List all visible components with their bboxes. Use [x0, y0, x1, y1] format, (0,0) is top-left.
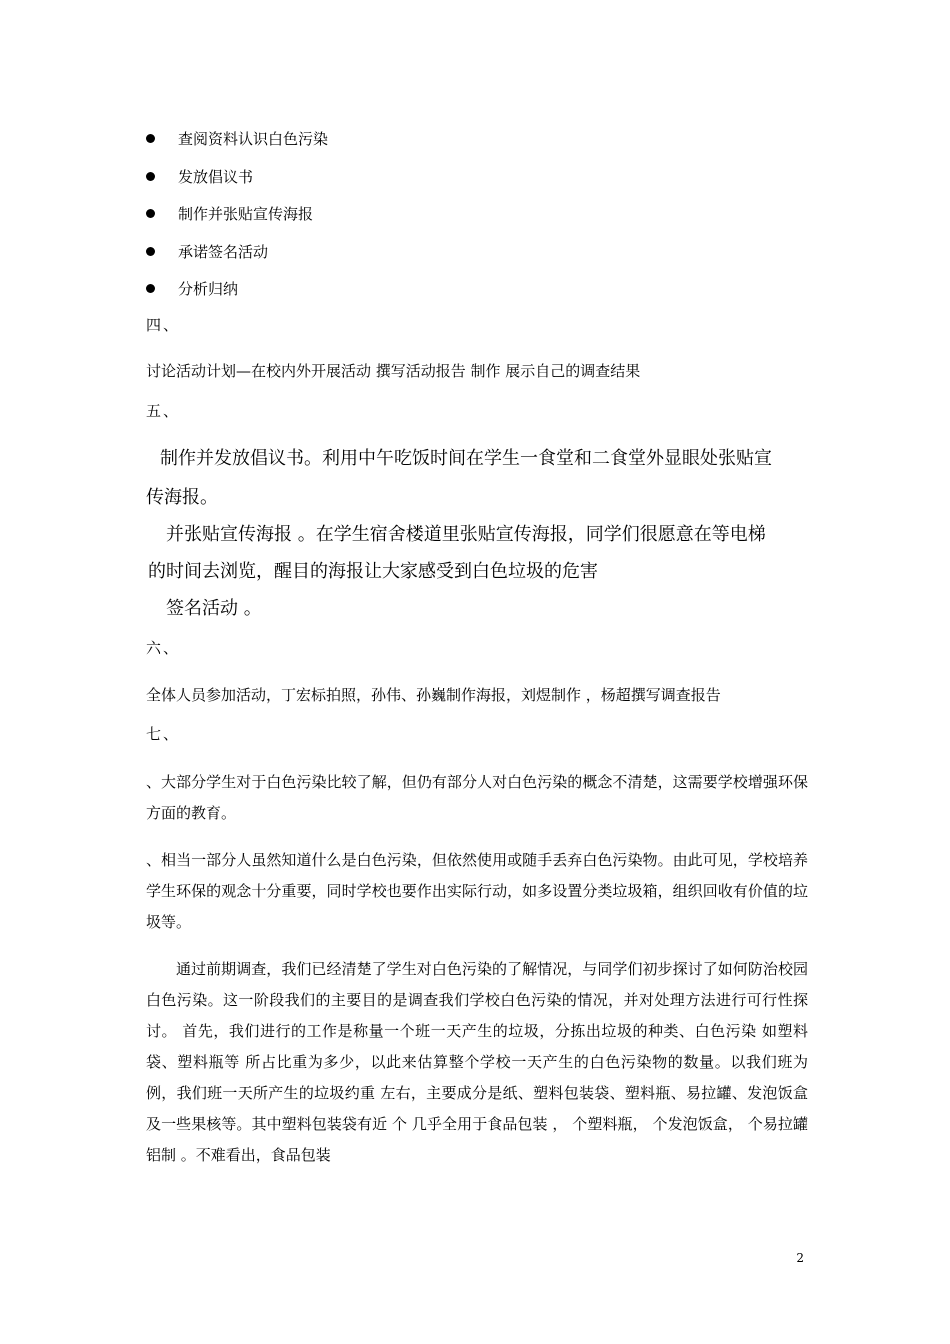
bullet-item	[146, 233, 328, 271]
bullet-text: 分析归纳	[178, 280, 239, 299]
bullet-dot-icon	[146, 284, 155, 293]
section-heading-4: 四、	[146, 316, 181, 334]
page-number: 2	[796, 1251, 804, 1265]
activity-3: 签名活动 。	[166, 598, 262, 619]
roles-line: 全体人员参加活动，丁宏标拍照，孙伟、孙巍制作海报，刘煜制作 ，杨超撰写调查报告	[146, 686, 721, 704]
bullet-dot-icon	[146, 247, 155, 256]
conclusion-paragraph-1: 、大部分学生对于白色污染比较了解，但仍有部分人对白色污染的概念不清楚，这需要学校增强环保方面的教育。	[146, 773, 808, 822]
bullet-list	[146, 120, 328, 308]
investigation-paragraph: 通过前期调查，我们已经清楚了学生对白色污染的了解情况，与同学们初步探讨了如何防治校园白色污染。这一阶段我们的主要目的是调查我们学校白色污染的情况，并对处理方法进行可行性探讨。 首先，我们进行的工作是称量一个班一天产生的垃圾，分拣出垃圾的种类、白色污染 如塑料袋、塑料瓶等 所占比重为多少，以此来估算整个学校一天产生的白色污染物的数量。以我们班为例，我们班一天所产生的垃圾约重 左右，主要成分是纸、塑料包装袋、塑料瓶、易拉罐、发泡饭盒及一些果核等。其中塑料包装袋有近 个 几乎全用于食品包装 ， 个塑料瓶， 个发泡饭盒， 个易拉罐 铝制 。不难看出，食品包装	[146, 960, 808, 1164]
bullet-item	[146, 270, 328, 308]
bullet-text: 承诺签名活动	[178, 242, 269, 261]
activity-1-line-1: 制作并发放倡议书。利用中午吃饭时间在学生一食堂和二食堂外显眼处张贴宣	[160, 448, 772, 469]
bullet-text: 查阅资料认识白色污染	[178, 130, 329, 149]
activity-1-line-2: 传海报。	[146, 487, 218, 508]
plan-line: 讨论活动计划—在校内外开展活动 撰写活动报告 制作 展示自己的调查结果	[146, 362, 641, 380]
bullet-dot-icon	[146, 172, 155, 181]
conclusion-paragraph-2: 、相当一部分人虽然知道什么是白色污染，但依然使用或随手丢弃白色污染物。由此可见，学校培养学生环保的观念十分重要，同时学校也要作出实际行动，如多设置分类垃圾箱，组织回收有价值的垃圾等。	[146, 851, 808, 931]
bullet-item	[146, 195, 328, 233]
section-heading-7: 七、	[146, 725, 181, 743]
bullet-item	[146, 158, 328, 196]
bullet-item	[146, 120, 328, 158]
section-heading-5: 五、	[146, 402, 181, 420]
activity-2-line-2: 的时间去浏览，醒目的海报让大家感受到白色垃圾的危害	[148, 561, 598, 582]
activity-2-line-1: 并张贴宣传海报 。在学生宿舍楼道里张贴宣传海报，同学们很愿意在等电梯	[166, 524, 766, 545]
bullet-text: 制作并张贴宣传海报	[178, 205, 314, 224]
bullet-text: 发放倡议书	[178, 167, 254, 186]
bullet-dot-icon	[146, 209, 155, 218]
section-heading-6: 六、	[146, 639, 181, 657]
bullet-dot-icon	[146, 134, 155, 143]
